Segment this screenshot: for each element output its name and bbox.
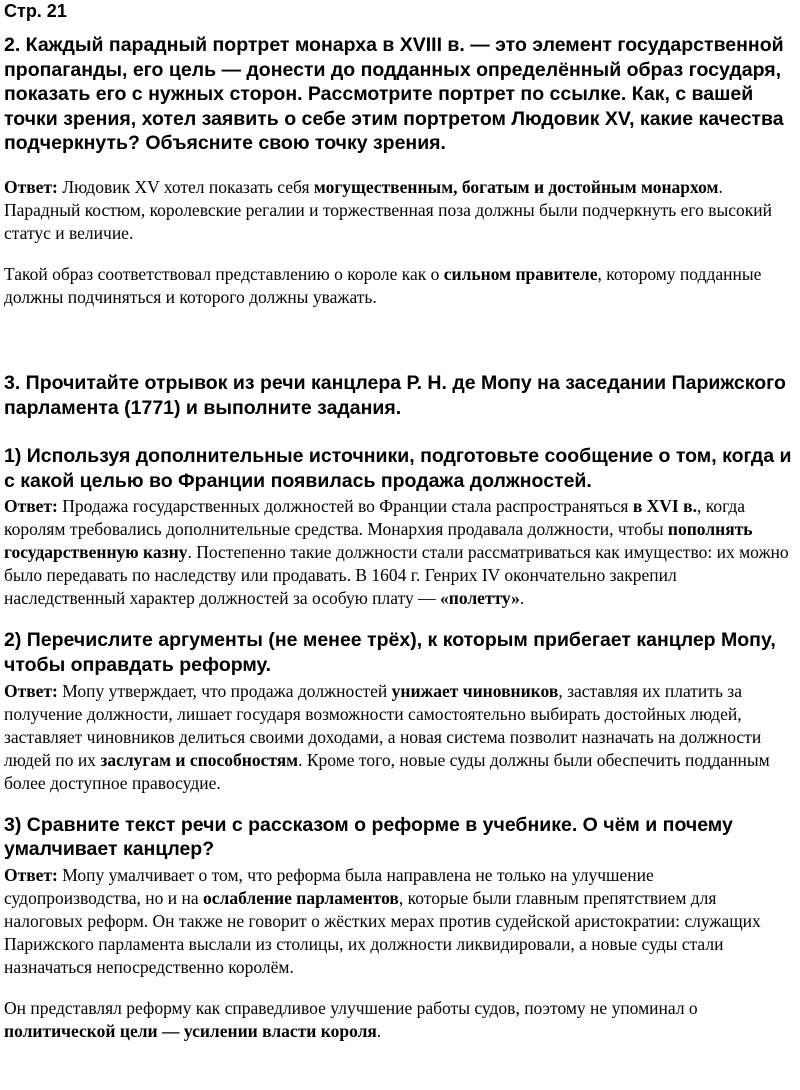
answer-text: Он представлял реформу как справедливое улучшение работы судов, поэтому не упоминал о — [4, 997, 698, 1018]
answer-emphasis: ослабление парламентов — [202, 887, 399, 908]
document-page — [4, 0, 794, 1043]
answer-text: . Постепенно такие должности стали рассматриваться как имущество: их можно было передавать по наследству или продавать. В 1604 г. Генрих IV окончательно закрепил наследственный характер должностей за особую плату — — [4, 542, 789, 609]
answer-text: . Парадный костюм, королевские регалии и торжественная поза должны были подчеркнуть его высокий статус и величие. — [4, 176, 772, 243]
answer-emphasis: пополнять государственную казну — [4, 519, 753, 563]
answer-text: Людовик XV хотел показать себя — [57, 176, 314, 197]
page-number: Стр. 21 — [4, 1, 67, 21]
task-3-3-answer-conclusion — [4, 997, 794, 1043]
answer-label: Ответ: — [4, 176, 58, 197]
answer-text: . — [519, 588, 525, 609]
answer-text: , которые были главным препятствием для налоговых реформ. Он также не говорит о жёстких мерах против судейской аристократии: служащих Парижского парламента выслали из столицы, их должности ликвидировали, а новые суды стали назначаться непосредственно королём. — [4, 887, 761, 977]
answer-emphasis: в XVI в. — [632, 496, 697, 517]
answer-emphasis: заслугам и способностям — [100, 749, 299, 770]
answer-text: Продажа государственных должностей во Франции стала распространяться — [57, 496, 633, 517]
answer-2-paragraph-1 — [4, 176, 794, 245]
answer-emphasis: «полетту» — [440, 588, 520, 609]
answer-text: Такой образ соответствовал представлению о короле как о — [4, 263, 444, 284]
answer-label: Ответ: — [4, 496, 58, 517]
answer-text: , когда королям требовались дополнительные средства. Монархия продавала должности, чтобы — [4, 496, 746, 540]
answer-text: . — [376, 1020, 382, 1041]
task-3-3-answer — [4, 864, 794, 979]
answer-text: Мопу умалчивает о том, что реформа была направлена не только на улучшение судопроизводства, но и на — [4, 864, 654, 908]
question-3-intro: 3. Прочитайте отрывок из речи канцлера Р. Н. де Мопу на заседании Парижского парламента (1771) и выполните задания. — [4, 371, 786, 419]
answer-emphasis: унижает чиновников — [391, 680, 559, 701]
answer-label: Ответ: — [4, 864, 58, 885]
question-2: 2. Каждый парадный портрет монарха в XVIII в. — это элемент государственной пропаганды, его цель — донести до подданных определённый образ государя, показать его с нужных сторон. Рассмотрите портрет по ссылке. Как, с вашей точки зрения, хотел заявить о себе этим портретом Людовик XV, какие качества подчеркнуть? Объясните свою точку зрения. — [4, 34, 784, 155]
answer-2-paragraph-2 — [4, 263, 794, 309]
answer-emphasis: могущественным, богатым и достойным монархом — [313, 176, 719, 197]
task-3-1-answer — [4, 495, 794, 610]
answer-text: , заставляя их платить за получение должности, лишает государя возможности самостоятельно выбирать достойных людей, заставляет чиновников делиться своими доходами, а новая система позволит назначать на должности людей по их — [4, 680, 762, 770]
answer-label: Ответ: — [4, 680, 58, 701]
task-3-1-question: 1) Используя дополнительные источники, подготовьте сообщение о том, когда и с какой целью во Франции появилась продажа должностей. — [4, 445, 792, 492]
answer-emphasis: сильном правителе — [443, 263, 598, 284]
answer-text: , которому подданные должны подчиняться и которого должны уважать. — [4, 263, 762, 307]
answer-text: Мопу утверждает, что продажа должностей — [57, 680, 392, 701]
task-3-2-question: 2) Перечислите аргументы (не менее трёх), к которым прибегает канцлер Мопу, чтобы оправдать реформу. — [4, 629, 776, 676]
task-3-2-answer — [4, 680, 794, 795]
answer-text: . Кроме того, новые суды должны были обеспечить подданным более доступное правосудие. — [4, 749, 770, 793]
task-3-3-question: 3) Сравните текст речи с рассказом о реформе в учебнике. О чём и почему умалчивает канцлер? — [4, 813, 733, 861]
answer-emphasis: политической цели — усилении власти короля — [4, 1020, 377, 1041]
